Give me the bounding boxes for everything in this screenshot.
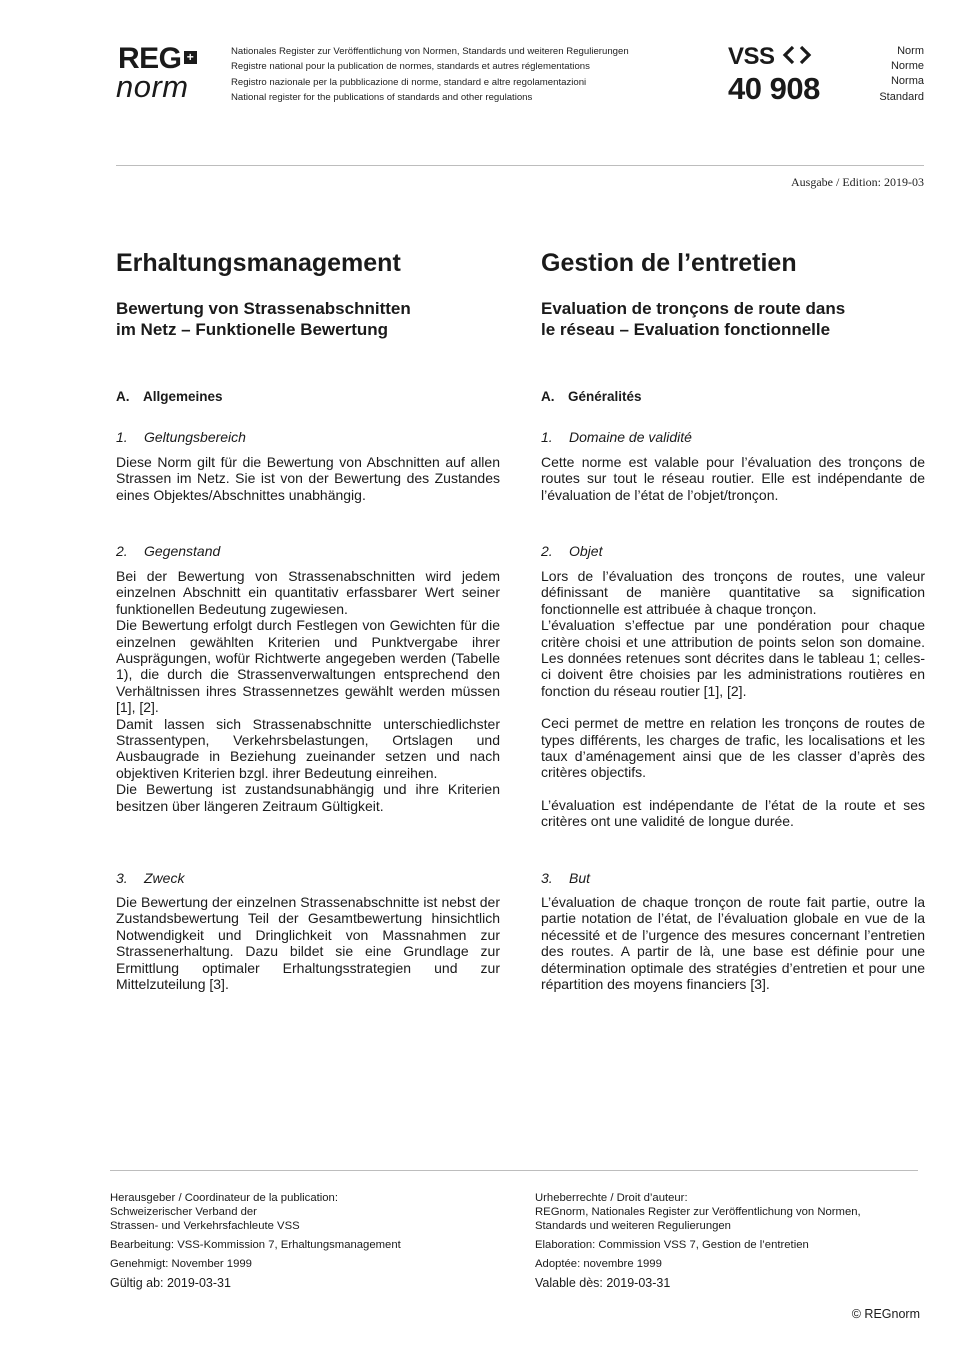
subtitle-de-line: im Netz – Funktionelle Bewertung bbox=[116, 320, 389, 339]
section-a-heading-fr bbox=[541, 388, 925, 406]
paragraph: Lors de l’évaluation des tronçons de routes, une valeur définissant de manière quantitative sa signification fonctionnelle est attribuée à chaque tronçon. bbox=[541, 568, 925, 617]
doc-type-de: Norm bbox=[897, 45, 924, 57]
paragraph: Cette norme est valable pour l’évaluation des tronçons de routes sur tout le réseau routier. Elle est indépendante de l’évaluation de l’état de l’objet/tronçon. bbox=[541, 454, 925, 503]
subsection-1-text-de bbox=[116, 454, 500, 503]
section-number: A. bbox=[541, 389, 555, 404]
copyright-holder: Standards und weiteren Regulierungen bbox=[535, 1220, 731, 1232]
title-fr: Gestion de l’entretien bbox=[541, 249, 797, 277]
footer-right bbox=[535, 1191, 925, 1290]
subsection-3-heading-fr bbox=[541, 869, 925, 887]
registry-description bbox=[231, 44, 629, 106]
swiss-cross-icon: + bbox=[184, 51, 197, 64]
subsection-1-heading-fr bbox=[541, 428, 925, 446]
paragraph: Bei der Bewertung von Strassenabschnitten wird jedem einzelnen Abschnitt ein quantitativ erfassbarer Wert seiner funktionellen Bedeutung zugewiesen. bbox=[116, 568, 500, 617]
subsection-3-text-fr bbox=[541, 894, 925, 992]
subsection-title: But bbox=[569, 870, 591, 886]
subsection-number: 1. bbox=[116, 429, 128, 445]
subsection-2-heading-fr bbox=[541, 542, 925, 560]
subsection-number: 3. bbox=[541, 870, 553, 886]
paragraph: Damit lassen sich Strassenabschnitte unterschiedlichster Strassentypen, Verkehrsbelastungen, Ortslagen und Ausbaugrade in Beziehung zueinander setzen und nach objektiven Kriterien bzgl. ihrer Bedeutung einreihen. bbox=[116, 715, 500, 781]
copyright-notice: © REGnorm bbox=[851, 1307, 920, 1321]
approved-de: Genehmigt: November 1999 bbox=[110, 1258, 252, 1270]
subtitle-fr bbox=[541, 298, 925, 340]
subsection-title: Gegenstand bbox=[144, 543, 221, 559]
paragraph: Diese Norm gilt für die Bewertung von Abschnitten auf allen Strassen im Netz. Sie ist von der Bewertung des Zustandes eines Objektes/Abschnittes unabhängig. bbox=[116, 454, 500, 503]
paragraph: Die Bewertung ist zustandsunabhängig und ihre Kriterien besitzen über längeren Zeitraum Gültigkeit. bbox=[116, 781, 500, 814]
header-divider bbox=[116, 165, 924, 166]
registry-line-it: Registro nazionale per la pubblicazione di norme, standard e altre regolamentazioni bbox=[231, 76, 587, 88]
vss-logo bbox=[728, 44, 812, 70]
subsection-title: Domaine de validité bbox=[569, 429, 692, 445]
footer-divider bbox=[110, 1170, 918, 1171]
copyright-holder: REGnorm, Nationales Register zur Veröffentlichung von Normen, bbox=[535, 1206, 861, 1218]
valid-from-fr: Valable dès: 2019-03-31 bbox=[535, 1276, 671, 1290]
standard-number: 40 908 bbox=[728, 71, 820, 106]
copyright-label: Urheberrechte / Droit d’auteur: bbox=[535, 1192, 688, 1204]
subsection-3-text-de bbox=[116, 894, 500, 992]
valid-from-de: Gültig ab: 2019-03-31 bbox=[110, 1276, 231, 1290]
logo-reg-text: REG bbox=[118, 42, 182, 75]
doc-type-it: Norma bbox=[890, 75, 924, 88]
paragraph: Ceci permet de mettre en relation les tronçons de routes de types différents, les charges de trafic, les localisations et les taux d’aménagement ainsi que de les classer d’après des critères objectifs. bbox=[541, 715, 925, 781]
document-type bbox=[879, 44, 924, 105]
registry-line-de: Nationales Register zur Veröffentlichung von Normen, Standards und weiteren Regulierungen bbox=[231, 46, 629, 57]
paragraph: Die Bewertung erfolgt durch Festlegen von Gewichten für die einzelnen gewählten Kriterien und Punktvergabe ihrer Ausprägungen, wofür Richtwerte angegeben werden (Tabelle 1), die durch die Strassenverwaltungen entsprechend den Verhältnissen ihres Strassennetzes gewählt werden müssen [1], [2]. bbox=[116, 617, 500, 716]
title-de: Erhaltungsmanagement bbox=[116, 249, 401, 277]
subsection-number: 1. bbox=[541, 429, 553, 445]
subsection-title: Objet bbox=[569, 543, 603, 559]
section-a-heading-de bbox=[116, 388, 500, 406]
subsection-2-text-de bbox=[116, 568, 500, 814]
registry-line-fr: Registre national pour la publication de normes, standards et autres réglementations bbox=[231, 61, 590, 73]
subtitle-fr-line: le réseau – Evaluation fonctionnelle bbox=[541, 320, 831, 339]
subsection-3-heading-de bbox=[116, 869, 500, 887]
doc-type-fr: Norme bbox=[890, 60, 924, 73]
registry-line-en: National register for the publications of standards and other regulations bbox=[231, 92, 533, 104]
subtitle-de-line: Bewertung von Strassenabschnitten bbox=[116, 299, 411, 318]
subsection-title: Zweck bbox=[144, 870, 185, 886]
doc-type-en: Standard bbox=[879, 90, 924, 103]
publisher-name: Schweizerischer Verband der bbox=[110, 1206, 257, 1218]
paragraph: L’évaluation s’effectue par une pondération pour chaque critère choisi et une attribution de points selon son domaine. Les données retenues sont décrites dans le tableau 1; celles-ci doivent être choisies par les administrations routières en fonction du réseau routier [1], [2]. bbox=[541, 617, 925, 699]
publisher-label: Herausgeber / Coordinateur de la publication: bbox=[110, 1192, 338, 1204]
paragraph: L’évaluation de chaque tronçon de route fait partie, outre la partie notation de l’état, de l’évaluation globale en vue de la nécessité et de l’urgence des mesures concernant l’entretien des routes. A partir de là, une base est définie pour une détermination optimale des stratégies d’entretien et pour une répartition des moyens financiers [3]. bbox=[541, 894, 925, 993]
subsection-2-text-fr bbox=[541, 568, 925, 830]
paragraph: Die Bewertung der einzelnen Strassenabschnitte ist nebst der Zustandsbewertung Teil der Gesamtbewertung hinsichtlich Notwendigkeit und Dringlichkeit von Massnahmen zur Strassenerhaltung. Dazu bildet sie eine Grundlage zur Ermittlung optimaler Erhaltungsstrategien und zur Mittelzuteilung [3]. bbox=[116, 894, 500, 993]
subsection-1-heading-de bbox=[116, 428, 500, 446]
subtitle-de bbox=[116, 298, 500, 340]
edition-label: Ausgabe / Edition: 2019-03 bbox=[791, 175, 924, 189]
subtitle-fr-line: Evaluation de tronçons de route dans bbox=[541, 299, 846, 318]
vss-arrows-icon bbox=[782, 44, 812, 66]
elaboration-de: Bearbeitung: VSS-Kommission 7, Erhaltungsmanagement bbox=[110, 1239, 401, 1251]
subsection-number: 3. bbox=[116, 870, 128, 886]
approved-fr: Adoptée: novembre 1999 bbox=[535, 1258, 662, 1270]
section-title: Allgemeines bbox=[143, 389, 223, 404]
subsection-number: 2. bbox=[116, 543, 128, 559]
paragraph: L’évaluation est indépendante de l’état de la route et ses critères ont une validité de longue durée. bbox=[541, 796, 925, 830]
section-title: Généralités bbox=[568, 389, 642, 404]
subsection-title: Geltungsbereich bbox=[144, 429, 246, 445]
elaboration-fr: Elaboration: Commission VSS 7, Gestion de l’entretien bbox=[535, 1239, 809, 1251]
section-number: A. bbox=[116, 389, 130, 404]
vss-logo-text: VSS bbox=[728, 43, 775, 70]
publisher-name: Strassen- und Verkehrsfachleute VSS bbox=[110, 1220, 300, 1232]
subsection-1-text-fr bbox=[541, 454, 925, 503]
logo-norm-text: norm bbox=[116, 69, 189, 104]
footer-left bbox=[110, 1191, 520, 1290]
subsection-number: 2. bbox=[541, 543, 553, 559]
subsection-2-heading-de bbox=[116, 542, 500, 560]
